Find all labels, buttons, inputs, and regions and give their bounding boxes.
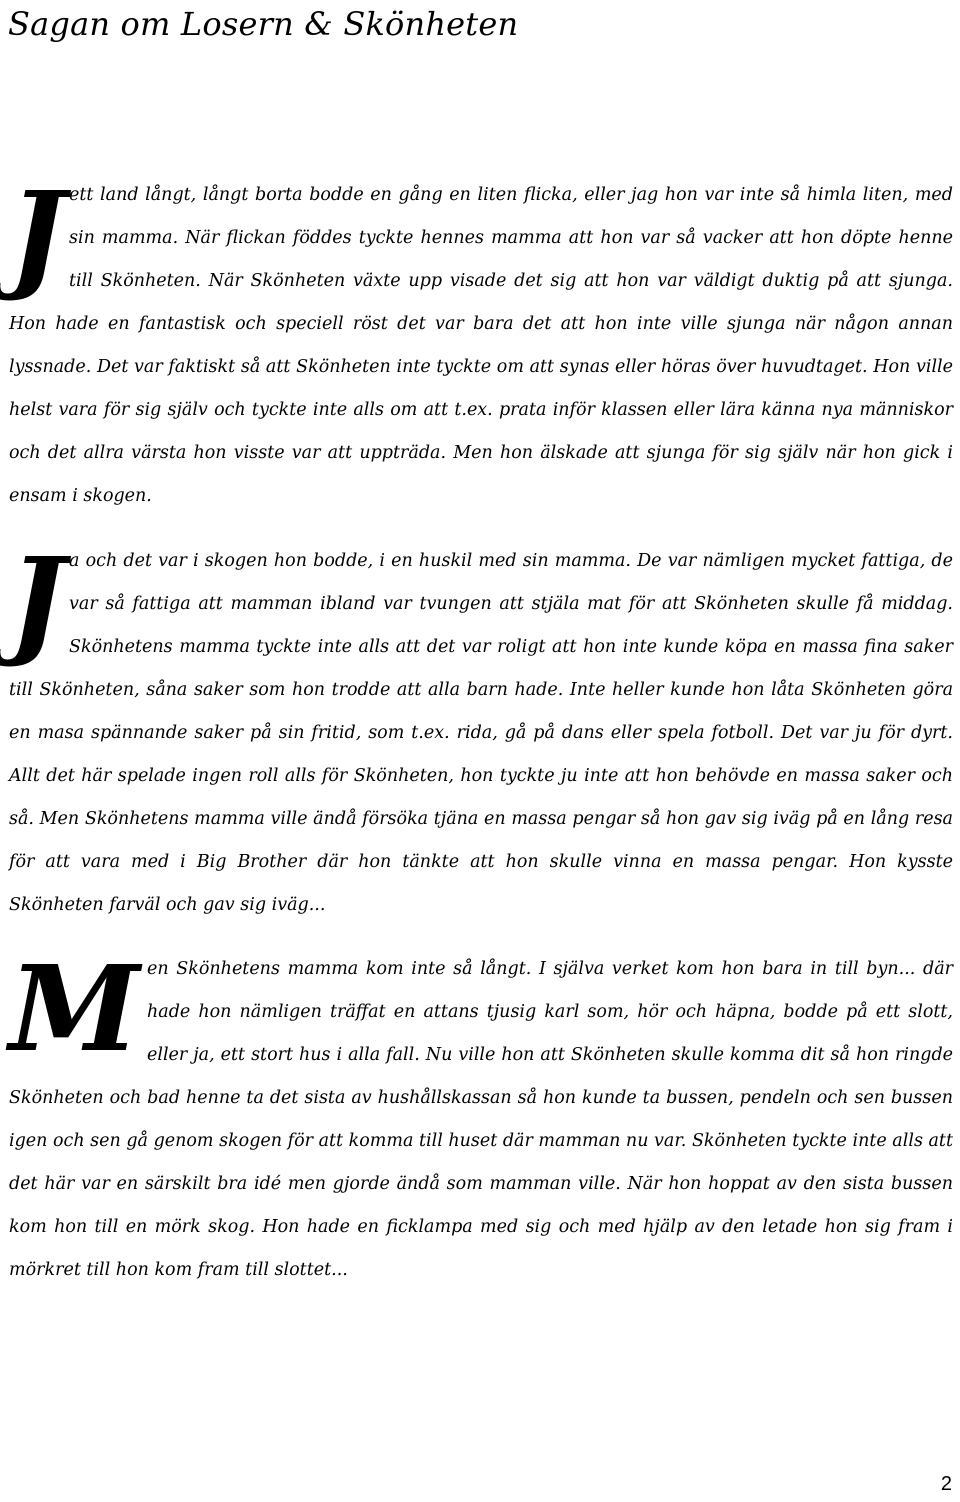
paragraph-3 bbox=[9, 939, 953, 1292]
paragraph-text: a och det var i skogen hon bodde, i en huskil med sin mamma. De var nämligen mycket fattiga, de var så fattiga att mamman ibland var tvungen att stjäla mat för att Skönheten skulle få middag. Skönhetens mamma tyckte inte alls att det var roligt att hon inte kunde köpa en massa fina saker till Skönheten, såna saker som hon trodde att alla barn hade. Inte heller kunde hon låta Skönheten göra en masa spännande saker på sin fritid, som t.ex. rida, gå på dans eller spela fotboll. Det var ju för dyrt. Allt det här spelade ingen roll alls för Skönheten, hon tyckte ju inte att hon behövde en massa saker och så. Men Skönhetens mamma ville ändå försöka tjäna en massa pengar så hon gav sig iväg på en lång resa för att vara med i Big Brother där hon tänkte att hon skulle vinna en massa pengar. Hon kysste Skönheten farväl och gav sig iväg... bbox=[9, 551, 953, 915]
dropcap-letter: J bbox=[9, 165, 65, 304]
dropcap-letter: M bbox=[9, 939, 140, 1078]
paragraph-text: en Skönhetens mamma kom inte så långt. I själva verket kom hon bara in till byn... där hade hon nämligen träffat en attans tjusig karl som, hör och häpna, bodde på ett slott, eller ja, ett stort hus i alla fall. Nu ville hon att Skönheten skulle komma dit så hon ringde Skönheten och bad henne ta det sista av hushållskassan så hon kunde ta bussen, pendeln och sen bussen igen och sen gå genom skogen för att komma till huset där mamman nu var. Skönheten tyckte inte alls att det här var en särskilt bra idé men gjorde ändå som mamman ville. När hon hoppat av den sista bussen kom hon till en mörk skog. Hon hade en ficklampa med sig och med hjälp av den letade hon sig fram i mörkret till hon kom fram till slottet... bbox=[9, 959, 953, 1280]
paragraph-2 bbox=[9, 531, 953, 927]
document-title: Sagan om Losern & Skönheten bbox=[8, 5, 519, 43]
page-number: 2 bbox=[940, 1473, 952, 1495]
paragraph-1 bbox=[9, 165, 953, 518]
dropcap-letter: J bbox=[9, 531, 65, 670]
paragraph-text: ett land långt, långt borta bodde en gång en liten flicka, eller jag hon var inte så himla liten, med sin mamma. När flickan föddes tyckte hennes mamma att hon var så vacker att hon döpte henne till Skönheten. När Skönheten växte upp visade det sig att hon var väldigt duktig på att sjunga. Hon hade en fantastisk och speciell röst det var bara det att hon inte ville sjunga när någon annan lyssnade. Det var faktiskt så att Skönheten inte tyckte om att synas eller höras över huvudtaget. Hon ville helst vara för sig själv och tyckte inte alls om att t.ex. prata inför klassen eller lära känna nya människor och det allra värsta hon visste var att uppträda. Men hon älskade att sjunga för sig själv när hon gick i ensam i skogen. bbox=[9, 185, 953, 506]
